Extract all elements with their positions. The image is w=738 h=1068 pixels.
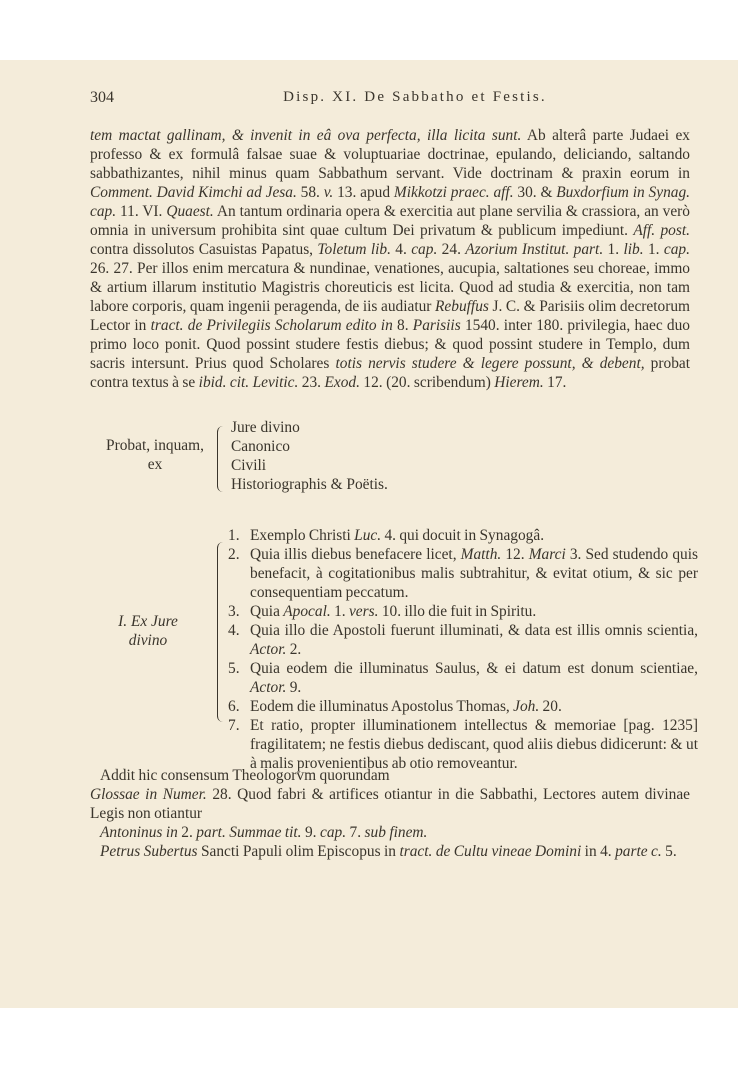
item-number: 1.	[228, 527, 240, 544]
text-run: Quia illis diebus benefacere licet,	[250, 546, 461, 563]
item-number: 4.	[228, 622, 240, 639]
italic-text: Apocal.	[283, 603, 331, 620]
probat-item: Canonico	[231, 438, 290, 455]
text-run: 10. illo die fuit in Spiritu.	[378, 603, 537, 620]
italic-text: Azorium Institut. part.	[465, 241, 604, 258]
text-run: in 4.	[581, 843, 616, 860]
italic-text: Toletum lib.	[317, 241, 391, 258]
item-number: 5.	[228, 660, 240, 677]
item-number: 3.	[228, 603, 240, 620]
probat-brace-block	[90, 418, 690, 504]
text-run: 30. &	[513, 184, 557, 201]
text-run: Quia eodem die illuminatus Saulus, & ei datum est donum scientiae,	[250, 660, 698, 677]
text-run: 11. VI.	[116, 203, 167, 220]
book-page	[0, 60, 738, 1008]
brace-mark	[217, 542, 226, 722]
item-number: 6.	[228, 698, 240, 715]
text-run: 1.	[643, 241, 664, 258]
item-number: 2.	[228, 546, 240, 563]
text-run: 1540. inter 180. privilegia, haec duo primo loco ponit. Quod possint studere festis diebus; & quod possint studere in Templo, dum sacris intersunt. Prius quod Scholares	[90, 317, 690, 372]
text-run: 2.	[177, 824, 197, 841]
italic-text: tem mactat gallinam, & invenit in eâ ova perfecta, illa licita sunt.	[90, 127, 522, 144]
probat-list	[231, 418, 388, 494]
italic-text: totis nervis studere & legere possunt, & debent,	[335, 355, 645, 372]
italic-text: ibid. cit. Levitic.	[198, 374, 299, 391]
italic-text: Marci	[528, 546, 566, 563]
italic-text: Hierem.	[494, 374, 544, 391]
divino-item	[228, 545, 698, 602]
text-run: 12.	[501, 546, 529, 563]
italic-text: lib.	[623, 241, 644, 258]
italic-text: tract. de Cultu vineae Domini	[399, 843, 582, 860]
text-run: 23.	[298, 374, 325, 391]
italic-text: Parisiis	[412, 317, 461, 334]
text-run: contra dissolutos Casuistas Papatus,	[90, 241, 318, 258]
italic-text: parte c.	[615, 843, 662, 860]
addit-line	[90, 842, 690, 861]
italic-text: Glossae in Numer.	[90, 786, 207, 803]
italic-text: Actor.	[250, 679, 287, 696]
text-run: Et ratio, propter illuminationem intellectus & memoriae [pag. 1235] fragilitatem; ne festis diebus dediscant, quod aliis diebus didicerunt: & ut à malis provenientibus ab otio removeantur.	[250, 717, 698, 772]
main-paragraph	[90, 126, 690, 392]
text-run: 28. Quod fabri & artifices otiantur in die Sabbathi, Lectores autem divinae Legis non otiantur	[90, 786, 690, 822]
italic-text: Matth.	[460, 546, 502, 563]
probat-label-line: ex	[147, 456, 163, 473]
text-run: Addit hic consensum Theologorvm quorundam	[100, 767, 390, 784]
italic-text: Rebuffus	[435, 298, 489, 315]
probat-label	[100, 436, 210, 474]
italic-text: Comment. David Kimchi ad Jesa.	[90, 184, 297, 201]
probat-item: Jure divino	[231, 419, 300, 436]
text-run: 7.	[346, 824, 365, 841]
divino-brace-block	[90, 526, 698, 772]
divino-item	[228, 602, 698, 621]
text-run: 4.	[390, 241, 412, 258]
text-run: 1.	[330, 603, 349, 620]
brace-mark	[217, 426, 226, 492]
italic-text: vers.	[348, 603, 379, 620]
text-run: 12. (20. scribendum)	[359, 374, 495, 391]
text-run: J. C. & Parisiis olim decretorum Lector in	[90, 298, 691, 334]
text-run: 26. 27. Per illos enim mercatura & nundinae, venationes, aucupia, saltationes seu choreae, immo & artium illarum institutio Magistris choreuticis est licita. Quod ad studia & exercitia, non tam labore corporis, quam ingenii peragenda, de iis audiatur	[90, 260, 690, 315]
text-run: 24.	[437, 241, 466, 258]
text-run: An tantum ordinaria opera & exercitia aut plane servilia & crassiora, an verò omnia in universum prohibita sint quae cultum Dei privatum & publicum impediunt.	[90, 203, 690, 239]
text-run: Quia	[250, 603, 284, 620]
probat-item: Civili	[231, 457, 267, 474]
italic-text: Quaest.	[166, 203, 214, 220]
addit-line	[90, 823, 690, 842]
divino-label	[108, 612, 188, 650]
text-run: 2.	[286, 641, 302, 658]
divino-item	[228, 697, 698, 716]
item-number: 7.	[228, 717, 240, 734]
italic-text: Actor.	[250, 641, 287, 658]
italic-text: v.	[323, 184, 334, 201]
text-run: 17.	[543, 374, 567, 391]
page-content	[90, 88, 698, 861]
text-run: 8.	[392, 317, 413, 334]
italic-text: Exod.	[324, 374, 360, 391]
italic-text: cap.	[319, 824, 347, 841]
italic-text: cap.	[411, 241, 438, 258]
addit-section	[90, 766, 690, 861]
probat-label-line: Probat, inquam,	[106, 437, 204, 454]
text-run: 9.	[301, 824, 320, 841]
text-run: Ab alterâ parte Judaei ex professo & ex formulâ falsae suae & voluptuariae doctrinae, epulando, deliciando, saltando sabbathizantes, nihil minus quam Sabbathum servant. Vide doctrinam & praxin eorum in	[90, 127, 690, 182]
running-head: Disp. XI. De Sabbatho et Festis.	[283, 89, 547, 105]
italic-text: Aff. post.	[633, 222, 690, 239]
text-run: 4. qui docuit in Synagogâ.	[381, 527, 545, 544]
italic-text: cap.	[663, 241, 690, 258]
divino-item	[228, 526, 698, 545]
text-run: 20.	[539, 698, 562, 715]
italic-text: part. Summae tit.	[196, 824, 302, 841]
text-run: 3. Sed studendo quis benefacit, à cogitationibus malis subtrahitur, & evitat otium, & sic per consequentiam peccatum.	[250, 546, 698, 601]
probat-item: Historiographis & Poëtis.	[231, 476, 388, 493]
text-run: probat contra textus à se	[90, 355, 691, 391]
divino-item	[228, 659, 698, 697]
divino-item	[228, 716, 698, 773]
divino-label-line: divino	[128, 632, 168, 649]
text-run: 1.	[603, 241, 624, 258]
text-run: 5.	[661, 843, 677, 860]
italic-text: Buxdorfium in Synag. cap.	[90, 184, 691, 220]
text-run: Exemplo Christi	[250, 527, 355, 544]
italic-text: Antoninus in	[100, 824, 178, 841]
divino-label-line: I. Ex Jure	[118, 613, 178, 630]
page-header	[90, 88, 690, 112]
text-run: Eodem die illuminatus Apostolus Thomas,	[250, 698, 514, 715]
italic-text: sub finem.	[364, 824, 428, 841]
italic-text: tract. de Privilegiis Scholarum edito in	[150, 317, 393, 334]
italic-text: Petrus Subertus	[100, 843, 198, 860]
text-run: 13. apud	[333, 184, 394, 201]
text-run: 9.	[286, 679, 302, 696]
italic-text: Luc.	[354, 527, 382, 544]
text-run: 58.	[296, 184, 324, 201]
divino-item	[228, 621, 698, 659]
italic-text: Joh.	[513, 698, 540, 715]
italic-text: Mikkotzi praec. aff.	[393, 184, 514, 201]
text-run: Sancti Papuli olim Episcopus in	[197, 843, 400, 860]
page-number: 304	[90, 89, 114, 106]
divino-list	[228, 526, 698, 773]
addit-line	[90, 785, 690, 823]
text-run: Quia illo die Apostoli fuerunt illuminati, & data est illis omnis scientia,	[250, 622, 698, 639]
